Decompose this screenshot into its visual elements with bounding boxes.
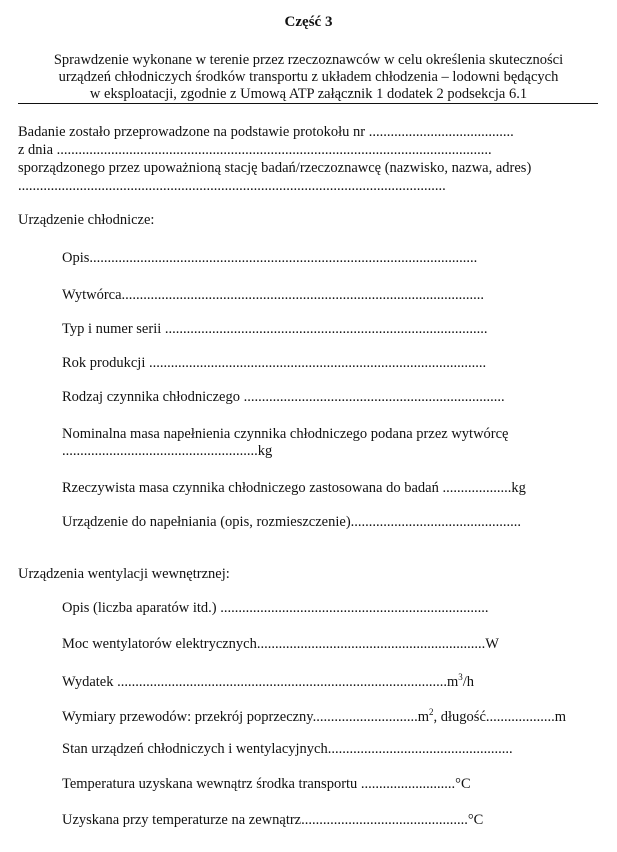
page-title: Część 3 <box>284 14 333 30</box>
date-line: z dnia ........................................................................................................................ <box>18 142 492 158</box>
wydatek-unit-exponent: 3 <box>458 672 463 682</box>
field-rzeczywista-masa: Rzeczywista masa czynnika chłodniczego zastosowana do badań ...................kg <box>62 480 526 496</box>
subtitle-line-2: urządzeń chłodniczych środków transportu z układem chłodzenia – lodowni będących <box>58 69 559 85</box>
field-temperatura-zewnatrz: Uzyskana przy temperaturze na zewnątrz..............................................°C <box>62 812 484 828</box>
subtitle-line-1: Sprawdzenie wykonane w terenie przez rzeczoznawców w celu określenia skuteczności <box>53 52 564 68</box>
section-heading-cooling: Urządzenie chłodnicze: <box>18 212 155 228</box>
section-heading-ventilation: Urządzenia wentylacji wewnętrznej: <box>18 566 230 582</box>
field-wymiary-przewodow <box>62 707 566 726</box>
protocol-line: Badanie zostało przeprowadzone na podstawie protokołu nr ........................................ <box>18 124 514 140</box>
wydatek-text: Wydatek ...........................................................................................m <box>62 673 459 690</box>
field-stan-urzadzen: Stan urządzeń chłodniczych i wentylacyjnych................................................... <box>62 741 513 757</box>
field-rodzaj-czynnika: Rodzaj czynnika chłodniczego ........................................................................ <box>62 389 505 405</box>
field-opis-aparatow: Opis (liczba aparatów itd.) .......................................................................... <box>62 600 489 616</box>
field-rok-produkcji: Rok produkcji ............................................................................................. <box>62 355 487 371</box>
station-fill-line: ...................................................................................................................... <box>18 178 446 194</box>
subtitle-line-3: w eksploatacji, zgodnie z Umową ATP załącznik 1 dodatek 2 podsekcja 6.1 <box>89 86 528 102</box>
field-wydatek <box>62 672 474 691</box>
field-wytworca: Wytwórca.................................................................................................... <box>62 287 485 303</box>
field-typ-numer: Typ i numer serii ......................................................................................... <box>62 321 488 337</box>
field-nominalna-masa-fill: ......................................................kg <box>62 443 273 459</box>
wydatek-unit-suffix: /h <box>462 673 475 690</box>
field-temperatura-wewnatrz: Temperatura uzyskana wewnątrz środka transportu ..........................°C <box>62 776 471 792</box>
wymiary-unit-exponent: 2 <box>429 707 434 717</box>
wymiary-length-text: , długość...................m <box>433 708 567 725</box>
field-moc-wentylatorow: Moc wentylatorów elektrycznych...............................................................W <box>62 636 499 652</box>
field-opis: Opis........................................................................................................... <box>62 250 478 266</box>
header-divider <box>18 103 598 104</box>
station-line: sporządzonego przez upoważnioną stację badań/rzeczoznawcę (nazwisko, nazwa, adres) <box>18 160 532 176</box>
wymiary-text: Wymiary przewodów: przekrój poprzeczny.............................m <box>62 708 430 725</box>
field-urzadzenie-napelniania: Urządzenie do napełniania (opis, rozmieszczenie)............................................... <box>62 514 522 530</box>
field-nominalna-masa: Nominalna masa napełnienia czynnika chłodniczego podana przez wytwórcę <box>62 426 509 442</box>
